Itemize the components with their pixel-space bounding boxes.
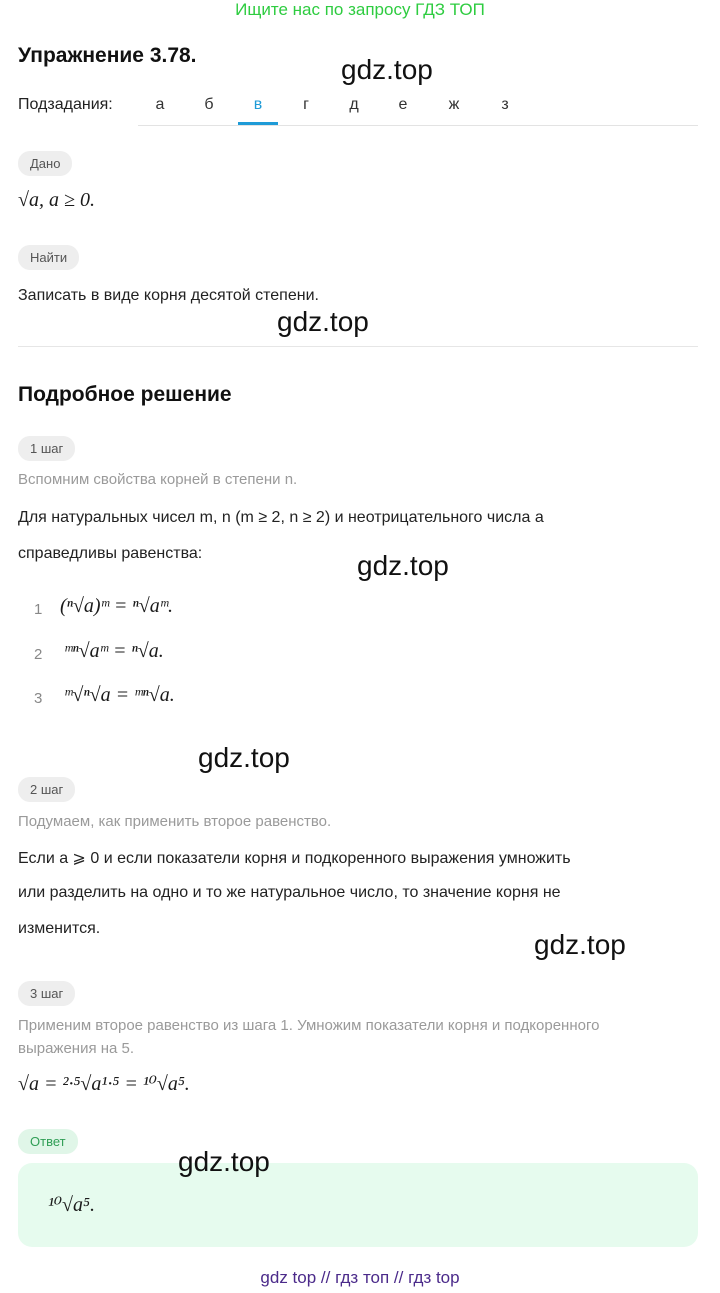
page-title: Упражнение 3.78.	[18, 44, 197, 67]
tab-a[interactable]: а	[155, 96, 165, 113]
tab-zh[interactable]: ж	[448, 96, 460, 113]
given-pill: Дано	[18, 151, 72, 176]
step-2-line-3: изменится.	[18, 920, 101, 937]
formula-2: ᵐⁿ√aᵐ = ⁿ√a.	[64, 640, 164, 662]
formula-number: 1	[34, 601, 43, 618]
formula-number: 3	[34, 690, 43, 707]
formula-1: (ⁿ√a)ᵐ = ⁿ√aᵐ.	[60, 595, 174, 617]
watermark: gdz.top	[341, 54, 433, 85]
find-pill: Найти	[18, 245, 79, 270]
step-1-hint: Вспомним свойства корней в степени n.	[18, 471, 298, 488]
tab-e[interactable]: е	[398, 96, 408, 113]
answer-expr: ¹⁰√a⁵.	[48, 1194, 95, 1216]
section-divider	[18, 346, 698, 347]
watermark: gdz.top	[198, 742, 290, 773]
solution-title: Подробное решение	[18, 383, 232, 406]
answer-box	[18, 1163, 698, 1247]
tab-z[interactable]: з	[501, 96, 509, 113]
step-3-hint-2: выражения на 5.	[18, 1040, 135, 1057]
answer-pill: Ответ	[18, 1129, 78, 1154]
watermark: gdz.top	[178, 1146, 270, 1177]
subtasks-tabs	[138, 86, 698, 126]
step-3-pill: 3 шаг	[18, 981, 75, 1006]
tabs-divider	[138, 125, 698, 126]
tab-g[interactable]: г	[303, 96, 309, 113]
step-2-line-1: Если a ⩾ 0 и если показатели корня и подкоренного выражения умножить	[18, 850, 571, 867]
find-text: Записать в виде корня десятой степени.	[18, 287, 319, 304]
step-2-pill: 2 шаг	[18, 777, 75, 802]
step-2-hint: Подумаем, как применить второе равенство.	[18, 813, 332, 830]
step-1-text-2: справедливы равенства:	[18, 545, 203, 562]
tab-d[interactable]: д	[349, 96, 359, 113]
footer-links[interactable]: gdz top // гдз топ // гдз top	[260, 1268, 460, 1287]
step-1-pill: 1 шаг	[18, 436, 75, 461]
watermark: gdz.top	[534, 929, 626, 960]
step-3-expr: √a = ²·⁵√a¹·⁵ = ¹⁰√a⁵.	[18, 1073, 190, 1095]
watermark: gdz.top	[357, 550, 449, 581]
given-expr: √a, a ≥ 0.	[18, 189, 95, 211]
formula-number: 2	[34, 646, 43, 663]
watermark: gdz.top	[277, 306, 369, 337]
formula-3: ᵐ√ⁿ√a = ᵐⁿ√a.	[64, 684, 175, 706]
step-1-text: Для натуральных чисел m, n (m ≥ 2, n ≥ 2) и неотрицательного числа a	[18, 509, 544, 526]
step-2-line-2: или разделить на одно и то же натуральное число, то значение корня не	[18, 884, 561, 901]
subtasks-label: Подзадания:	[18, 96, 113, 113]
top-banner[interactable]: Ищите нас по запросу ГДЗ ТОП	[235, 0, 485, 19]
tab-b[interactable]: б	[204, 96, 214, 113]
tab-v[interactable]: в	[253, 96, 263, 113]
step-3-hint-1: Применим второе равенство из шага 1. Умножим показатели корня и подкоренного	[18, 1017, 600, 1034]
